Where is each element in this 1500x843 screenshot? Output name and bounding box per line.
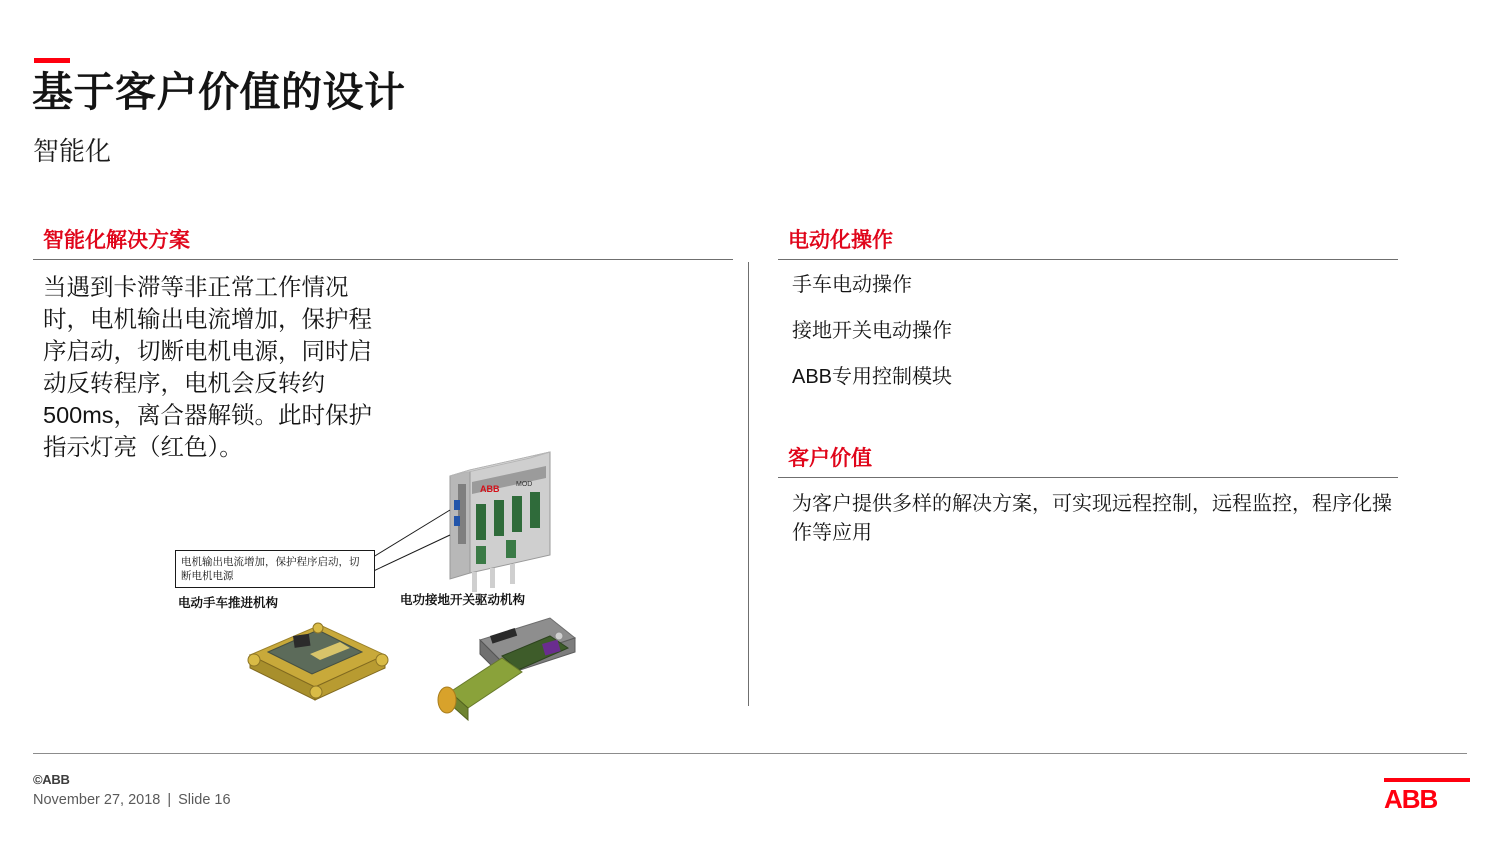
figure-area xyxy=(150,440,620,740)
figure-label-left: 电动手车推进机构 xyxy=(178,596,279,610)
title-accent-rule xyxy=(34,58,70,63)
left-section-divider xyxy=(33,259,733,260)
control-module-graphic xyxy=(450,452,550,592)
left-body-paragraph: 当遇到卡滞等非正常工作情况时，电机输出电流增加，保护程序启动，切断电机电源，同时启动反转程序，电机会反转约500ms，离合器解锁。此时保护指示灯亮（红色）。 xyxy=(43,274,373,460)
footer-date: November 27, 2018 xyxy=(33,792,161,808)
equipment-illustration xyxy=(150,440,620,740)
right-body-paragraph: 为客户提供多样的解决方案，可实现远程控制，远程监控，程序化操作等应用 xyxy=(792,493,1392,545)
right-section-divider-1 xyxy=(778,259,1398,260)
list-item: 接地开关电动操作 xyxy=(792,320,952,343)
footer-copyright: ©ABB xyxy=(33,772,70,787)
list-item: ABB专用控制模块 xyxy=(792,366,953,389)
footer-slide-number: Slide 16 xyxy=(178,792,231,808)
callout-leader-lines xyxy=(365,510,450,575)
footer-meta xyxy=(33,792,231,808)
abb-logo-bar xyxy=(1384,778,1470,782)
right-section-heading-2: 客户价值 xyxy=(788,447,872,471)
list-item: 手车电动操作 xyxy=(792,274,912,297)
left-section-heading: 智能化解决方案 xyxy=(43,229,190,252)
page-title: 基于客户价值的设计 xyxy=(32,69,406,115)
footer-separator: | xyxy=(167,792,172,808)
left-column xyxy=(33,228,733,464)
figure-label-right: 电功接地开关驱动机构 xyxy=(400,593,526,607)
figure-callout: 电机输出电流增加，保护程序启动，切断电机电源 xyxy=(175,550,375,588)
column-divider xyxy=(748,262,749,706)
abb-logo xyxy=(1384,778,1470,815)
svg-text:ABB: ABB xyxy=(480,484,500,494)
svg-text:MOD: MOD xyxy=(516,481,533,488)
abb-logo-text: ABB xyxy=(1384,784,1438,814)
truck-drive-mechanism-graphic xyxy=(248,623,388,700)
right-section-divider-2 xyxy=(778,477,1398,478)
right-section-heading-1: 电动化操作 xyxy=(788,229,893,252)
right-column xyxy=(778,228,1398,548)
earthing-switch-drive-graphic xyxy=(438,618,575,720)
footer-divider xyxy=(33,753,1467,754)
page-subtitle: 智能化 xyxy=(33,136,112,166)
